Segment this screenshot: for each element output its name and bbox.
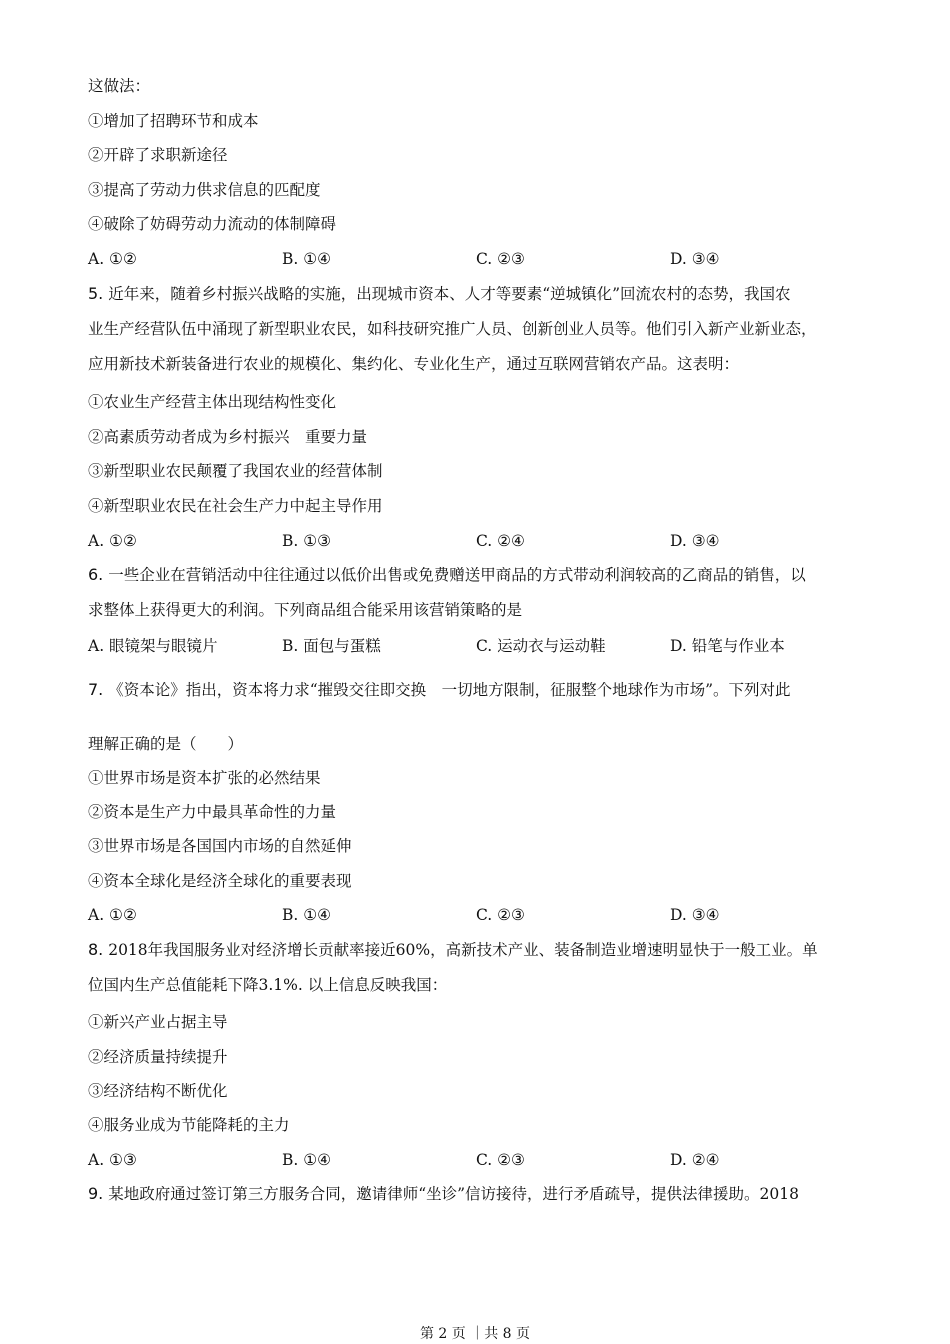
- question-text: 2018年我国服务业对经济增长贡献率接近60%，高新技术产业、装备制造业增速明显快于一般工业。单: [108, 941, 818, 959]
- question-number: 7.: [88, 680, 104, 699]
- option-c: C. ②③: [476, 906, 525, 924]
- option-d: D. 铅笔与作业本: [670, 637, 785, 655]
- statement: ④破除了妨碍劳动力流动的体制障碍: [88, 215, 337, 233]
- statement: ②经济质量持续提升: [88, 1048, 228, 1066]
- question-text: 近年来，随着乡村振兴战略的实施，出现城市资本、人才等要素“逆城镇化”回流农村的态势，我国农: [108, 285, 791, 303]
- option-b: B. 面包与蛋糕: [282, 637, 381, 655]
- statement: ③新型职业农民颠覆了我国农业的经营体制: [88, 462, 383, 480]
- statement: ②开辟了求职新途径: [88, 146, 228, 164]
- statement: ①增加了招聘环节和成本: [88, 112, 259, 130]
- statement: ①世界市场是资本扩张的必然结果: [88, 769, 321, 787]
- option-a: A. ①②: [88, 532, 137, 550]
- option-d: D. ③④: [670, 250, 720, 268]
- option-a: A. ①③: [88, 1151, 137, 1169]
- statement: ④新型职业农民在社会生产力中起主导作用: [88, 497, 383, 515]
- question-text: 某地政府通过签订第三方服务合同，邀请律师“坐诊”信访接待，进行矛盾疏导，提供法律援助。2018: [108, 1185, 800, 1203]
- question-number: 8.: [88, 940, 104, 959]
- statement: ②资本是生产力中最具革命性的力量: [88, 803, 337, 821]
- statement: ③世界市场是各国国内市场的自然延伸: [88, 837, 352, 855]
- question-text: 应用新技术新装备进行农业的规模化、集约化、专业化生产，通过互联网营销农产品。这表明：: [88, 355, 740, 373]
- option-a: A. 眼镜架与眼镜片: [88, 637, 218, 655]
- question-number: 9.: [88, 1184, 104, 1203]
- option-d: D. ③④: [670, 532, 720, 550]
- option-a: A. ①②: [88, 250, 137, 268]
- question-number: 5.: [88, 284, 104, 303]
- option-c: C. ②③: [476, 1151, 525, 1169]
- option-c: C. ②③: [476, 250, 525, 268]
- option-c: C. 运动衣与运动鞋: [476, 637, 606, 655]
- statement: ②高素质劳动者成为乡村振兴 重要力量: [88, 428, 368, 446]
- statement: ①新兴产业占据主导: [88, 1013, 228, 1031]
- statement: ③经济结构不断优化: [88, 1082, 228, 1100]
- option-b: B. ①③: [282, 532, 332, 550]
- question-text: 理解正确的是（ ）: [88, 735, 244, 753]
- question-number: 6.: [88, 565, 104, 584]
- option-a: A. ①②: [88, 906, 137, 924]
- question-text: 业生产经营队伍中涌现了新型职业农民，如科技研究推广人员、创新创业人员等。他们引入新产业新业态，: [88, 320, 817, 338]
- statement: ①农业生产经营主体出现结构性变化: [88, 393, 337, 411]
- question-text: 位国内生产总值能耗下降3.1%. 以上信息反映我国：: [88, 976, 448, 994]
- statement: ④资本全球化是经济全球化的重要表现: [88, 872, 352, 890]
- question-text: 《资本论》指出，资本将力求“摧毁交往即交换 一切地方限制，征服整个地球作为市场”。下列对此: [108, 681, 791, 699]
- page-footer: 第 2 页 ｜共 8 页: [419, 1326, 531, 1342]
- option-d: D. ②④: [670, 1151, 720, 1169]
- option-b: B. ①④: [282, 250, 332, 268]
- question-text: 一些企业在营销活动中往往通过以低价出售或免费赠送甲商品的方式带动利润较高的乙商品的销售，以: [108, 566, 806, 584]
- statement: ③提高了劳动力供求信息的匹配度: [88, 181, 321, 199]
- option-b: B. ①④: [282, 1151, 332, 1169]
- text-line: 这做法：: [88, 77, 151, 95]
- option-c: C. ②④: [476, 532, 525, 550]
- option-b: B. ①④: [282, 906, 332, 924]
- statement: ④服务业成为节能降耗的主力: [88, 1116, 290, 1134]
- option-d: D. ③④: [670, 906, 720, 924]
- question-text: 求整体上获得更大的利润。下列商品组合能采用该营销策略的是: [88, 601, 523, 619]
